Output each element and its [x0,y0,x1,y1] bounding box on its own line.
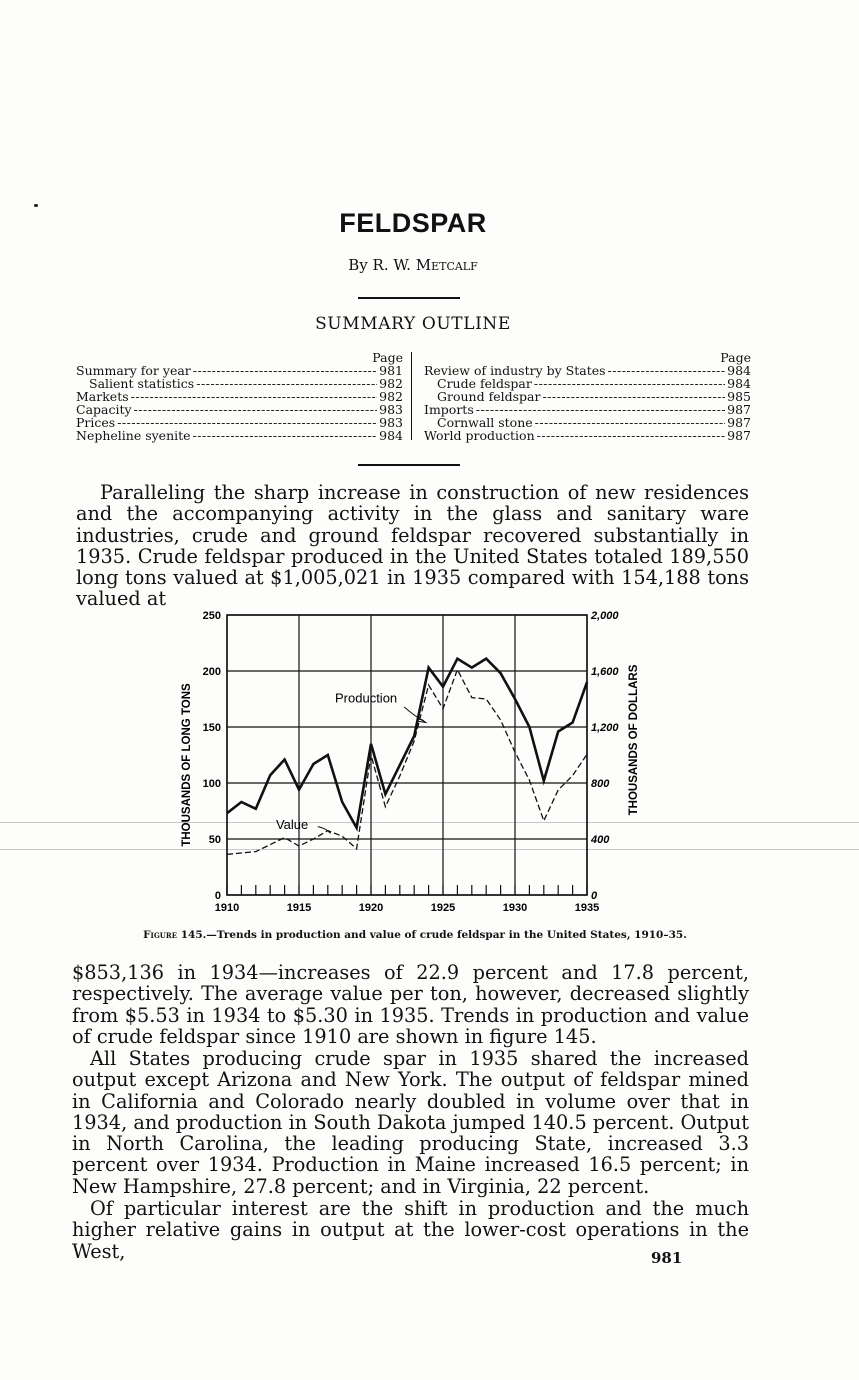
leader-dots [534,377,725,390]
figure-145-chart [170,600,640,920]
byline-prefix: By [348,256,368,274]
y-right-tick-label: 400 [591,834,610,846]
outline-entry-label: Imports [424,402,474,417]
page-column-label: Page [720,350,751,365]
leader-dots [535,416,725,429]
y-right-tick-label: 0 [591,890,598,902]
outline-column-divider [411,352,412,440]
y-left-tick-label: 150 [202,722,221,734]
chart-ticks [227,885,587,895]
outline-entry-page: 981 [379,363,403,378]
page-column-label: Page [372,350,403,365]
paragraph-continued: $853,136 in 1934—increases of 22.9 percent and 17.8 percent, respectively. The average value per ton, however, decreased slightly from $5.53 in 1934 to $5.30 in 1935. Trends in production and value of crude feldspar since 1910 are shown in figure 145. [72,961,749,1048]
plot-frame [227,615,587,895]
outline-entry-page: 984 [379,428,403,443]
leader-dots [134,403,378,416]
annotation-value: Value [275,816,309,832]
author-surname: Metcalf [415,256,478,274]
title-divider [358,297,460,299]
outline-entry-page: 983 [379,415,403,430]
x-tick-label: 1925 [430,902,456,914]
leader-dots [193,429,378,442]
outline-entry [424,429,751,442]
figure-label: Figure 145. [143,929,207,941]
y-right-axis-title: THOUSANDS OF DOLLARS [628,664,640,816]
outline-entry-label: Cornwall stone [437,415,533,430]
outline-entry-label: Markets [76,389,129,404]
outline-entry-label: Ground feldspar [437,389,541,404]
y-left-tick-label: 250 [202,610,221,622]
outline-entry-page: 985 [727,389,751,404]
outline-entry-label: World production [424,428,535,443]
outline-divider [358,464,460,466]
x-tick-label: 1930 [502,902,528,914]
leader-dots [608,364,726,377]
outline-entry-page: 982 [379,389,403,404]
y-right-tick-label: 1,600 [591,666,619,678]
outline-entry-page: 987 [727,402,751,417]
outline-entry-label: Review of industry by States [424,363,606,378]
outline-entry-label: Crude feldspar [437,376,532,391]
outline-heading: SUMMARY OUTLINE [315,314,511,334]
x-tick-label: 1935 [574,902,600,914]
figure-caption-text: —Trends in production and value of crude feldspar in the United States, 1910–35. [206,929,687,941]
page-number: 981 [651,1249,683,1267]
y-left-tick-label: 50 [208,834,221,846]
byline [0,256,826,274]
leader-dots [542,390,725,403]
leader-dots [537,429,726,442]
chart-labels [181,610,640,914]
y-left-tick-label: 100 [202,778,221,790]
outline-entry-page: 982 [379,376,403,391]
outline-entry-label: Capacity [76,402,132,417]
y-right-tick-label: 2,000 [591,610,619,622]
outline-entry-page: 984 [727,363,751,378]
paragraph-states: All States producing crude spar in 1935 shared the increased output except Arizona and New York. The output of feldspar mined in California and Colorado nearly doubled in volume over that in 1934, and production in South Dakota jumped 140.5 percent. Output in North Carolina, the leading producing State, increased 3.3 percent over 1934. Production in Maine increased 16.5 percent; in New Hampshire, 27.8 percent; and in Virginia, 22 percent. [72,1047,749,1198]
leader-dots [193,364,377,377]
annotation-value-arrow [318,827,331,834]
figure-caption [60,929,770,941]
paragraph-intro: Paralleling the sharp increase in construction of new residences and the accompanying activity in the glass and sanitary ware industries, crude and ground feldspar recovered substantially in 1935. Crude feldspar produced in the United States totaled 189,550 long tons valued at $1,005,021 in 1935 compared with 154,188 tons valued at [76,481,749,611]
x-tick-label: 1920 [358,902,384,914]
leader-dots [131,390,378,403]
outline-entry-label: Salient statistics [89,376,195,391]
leader-dots [196,377,377,390]
outline-entry-page: 984 [727,376,751,391]
outline-entry-page: 983 [379,402,403,417]
outline-entry-page: 987 [727,428,751,443]
outline-entry-label: Summary for year [76,363,191,378]
outline-entry-label: Nepheline syenite [76,428,191,443]
outline-entry-label: Prices [76,415,116,430]
y-left-tick-label: 0 [214,890,221,902]
annotation-production: Production [335,690,398,706]
series-line-production [227,659,587,828]
chart-grid [227,615,587,895]
outline-entry [76,429,403,442]
scan-speck [34,204,38,207]
outline-entry-page: 987 [727,415,751,430]
y-right-tick-label: 800 [591,778,610,790]
author-initials: R. W. [372,256,411,274]
outline-right-column [424,351,751,442]
y-left-tick-label: 200 [202,666,221,678]
paragraph-shift: Of particular interest are the shift in production and the much higher relative gains in output at the lower-cost operations in the West, [72,1197,749,1263]
outline-left-column [76,351,403,442]
y-left-axis-title: THOUSANDS OF LONG TONS [181,683,193,847]
x-tick-label: 1915 [286,902,312,914]
x-tick-label: 1910 [214,902,240,914]
article-title: FELDSPAR [339,208,487,238]
outline-entry [76,403,403,416]
y-right-tick-label: 1,200 [591,722,619,734]
